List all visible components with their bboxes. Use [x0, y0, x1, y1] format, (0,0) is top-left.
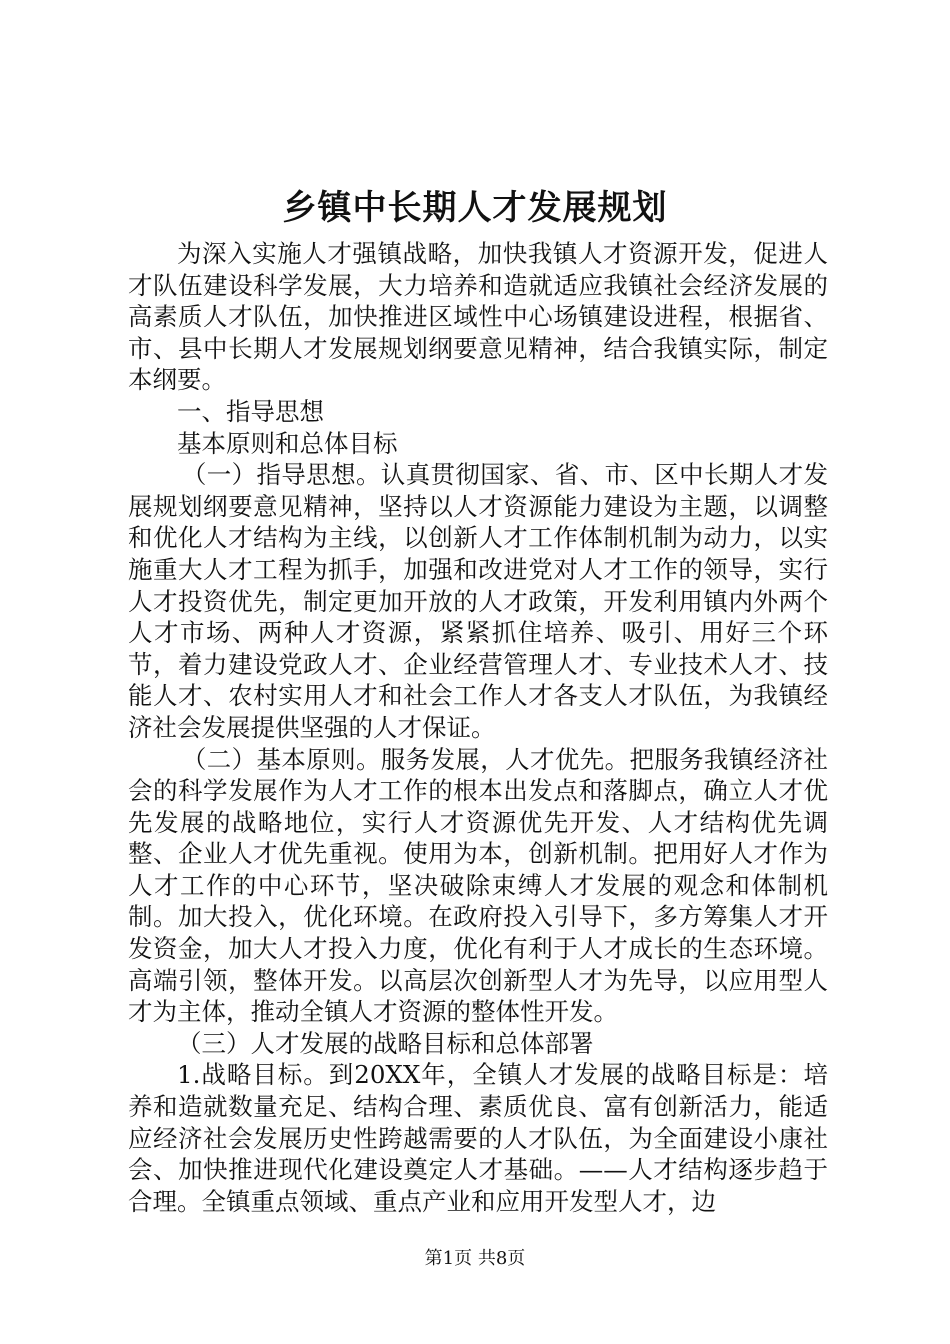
page-footer: 第1页 共8页 — [424, 1248, 526, 1269]
document-body — [128, 238, 828, 1217]
intro-paragraph: 为深入实施人才强镇战略，加快我镇人才资源开发，促进人才队伍建设科学发展，大力培养和造就适应我镇社会经济发展的高素质人才队伍，加快推进区域性中心场镇建设进程，根据省、市、县中长期人才发展规划纲要意见精神，结合我镇实际，制定本纲要。 — [128, 239, 828, 395]
section-heading-guiding-thought: 一、指导思想 — [177, 396, 324, 426]
document-title: 乡镇中长期人才发展规划 — [282, 188, 668, 228]
paragraph-guiding-thought: （一）指导思想。认真贯彻国家、省、市、区中长期人才发展规划纲要意见精神，坚持以人才资源能力建设为主题，以调整和优化人才结构为主线，以创新人才工作体制机制为动力，以实施重大人才工程为抓手，加强和改进党对人才工作的领导，实行人才投资优先，制定更加开放的人才政策，开发利用镇内外两个人才市场、两种人才资源，紧紧抓住培养、吸引、用好三个环节，着力建设党政人才、企业经营管理人才、专业技术人才、技能人才、农村实用人才和社会工作人才各支人才队伍，为我镇经济社会发展提供坚强的人才保证。 — [128, 460, 828, 742]
paragraph-basic-principles: （二）基本原则。服务发展，人才优先。把服务我镇经济社会的科学发展作为人才工作的根本出发点和落脚点，确立人才优先发展的战略地位，实行人才资源优先开发、人才结构优先调整、企业人才优先重视。使用为本，创新机制。把用好人才作为人才工作的中心环节，坚决破除束缚人才发展的观念和体制机制。加大投入，优化环境。在政府投入引导下，多方筹集人才开发资金，加大人才投入力度，优化有利于人才成长的生态环境。高端引领，整体开发。以高层次创新型人才为先导，以应用型人才为主体，推动全镇人才资源的整体性开发。 — [128, 744, 828, 1027]
section-heading-strategic-goals: （三）人才发展的战略目标和总体部署 — [177, 1028, 594, 1058]
section-heading-principles: 基本原则和总体目标 — [177, 428, 398, 458]
paragraph-strategic-goals: 1.战略目标。到20XX年，全镇人才发展的战略目标是：培养和造就数量充足、结构合理、素质优良、富有创新活力，能适应经济社会发展历史性跨越需要的人才队伍，为全面建设小康社会、加快推进现代化建设奠定人才基础。——人才结构逐步趋于合理。全镇重点领域、重点产业和应用开发型人才，边 — [128, 1060, 828, 1216]
